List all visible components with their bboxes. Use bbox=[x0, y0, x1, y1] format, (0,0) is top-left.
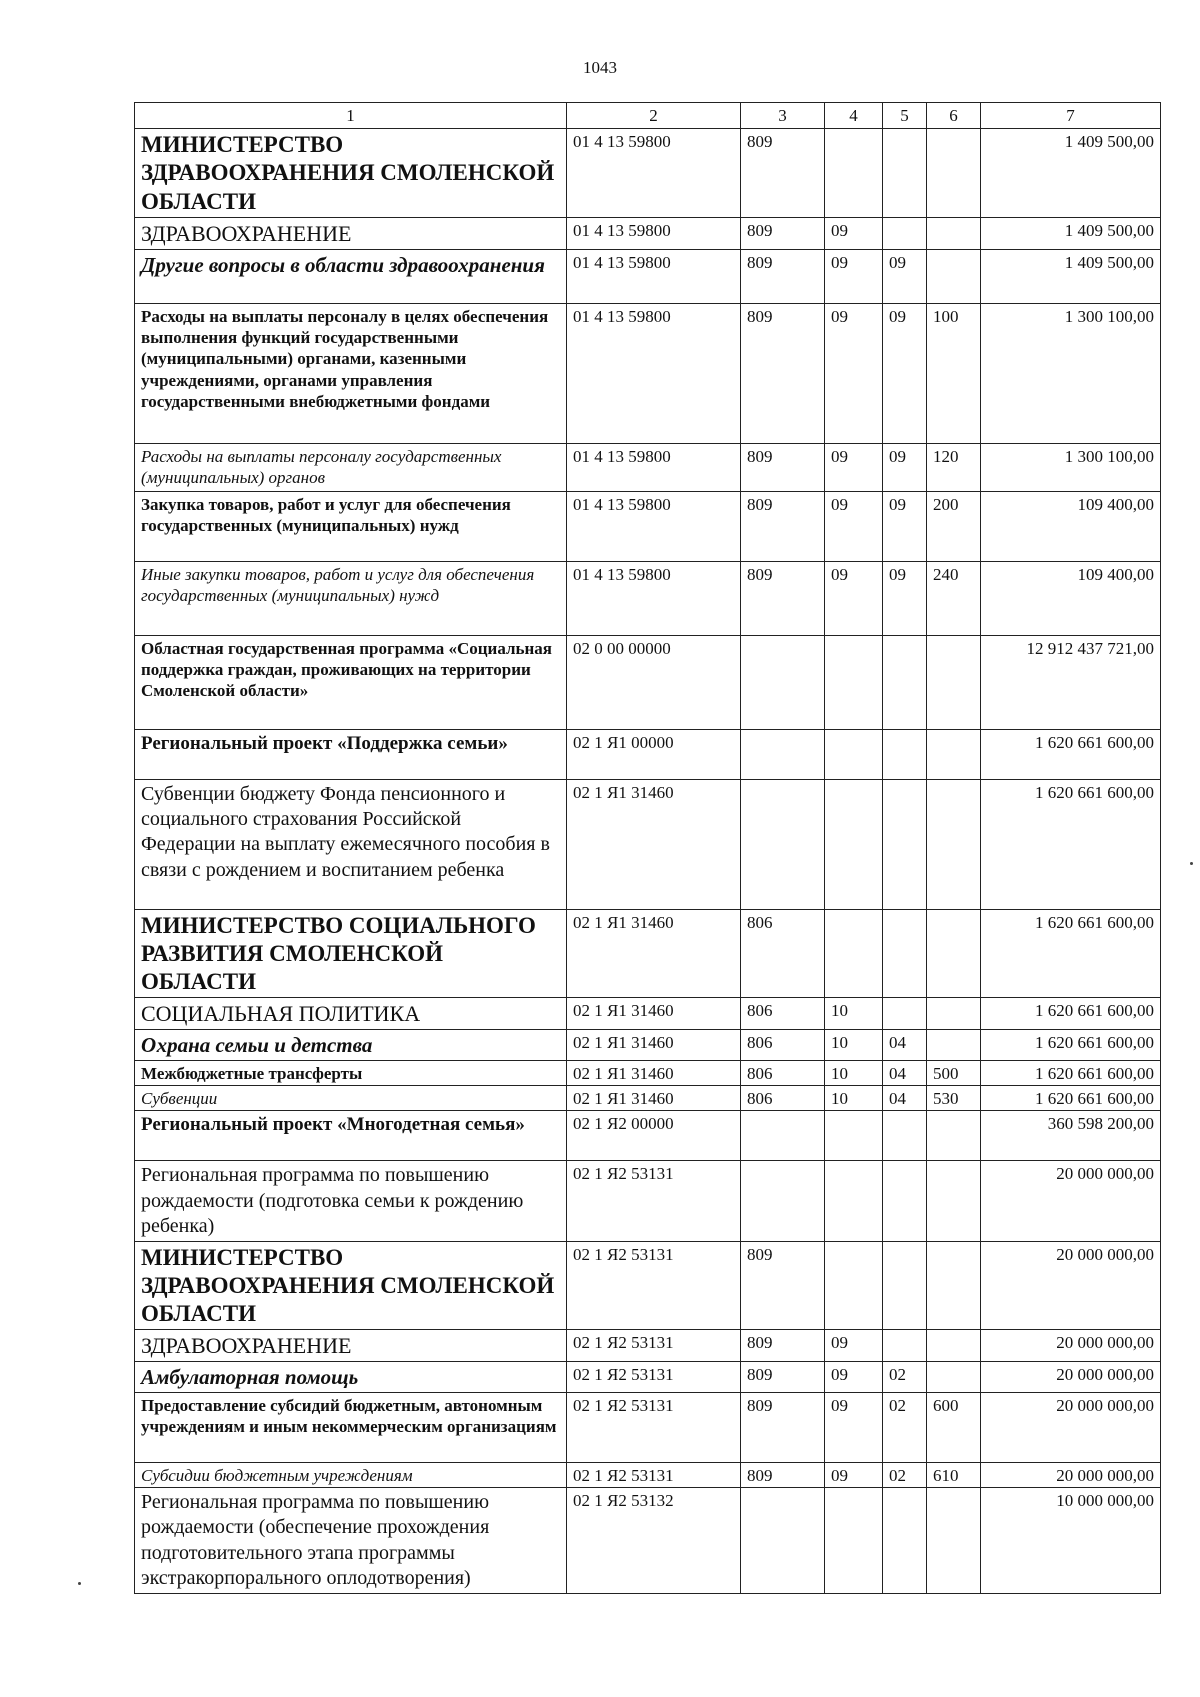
amount: 109 400,00 bbox=[981, 491, 1161, 561]
row-name: Амбулаторная помощь bbox=[135, 1362, 567, 1392]
expense-type-code: 240 bbox=[927, 561, 981, 635]
table-row bbox=[135, 1330, 1161, 1362]
target-code: 02 1 Я1 31460 bbox=[567, 779, 741, 909]
expense-type-code: 500 bbox=[927, 1060, 981, 1085]
target-code: 02 1 Я1 31460 bbox=[567, 998, 741, 1030]
row-name: Другие вопросы в области здравоохранения bbox=[135, 249, 567, 303]
row-name: Субвенции bbox=[135, 1085, 567, 1110]
table-row bbox=[135, 1161, 1161, 1241]
target-code: 02 1 Я2 53131 bbox=[567, 1462, 741, 1487]
target-code: 01 4 13 59800 bbox=[567, 491, 741, 561]
ministry-code bbox=[741, 1111, 825, 1161]
section-code bbox=[825, 129, 883, 218]
target-code: 01 4 13 59800 bbox=[567, 129, 741, 218]
amount: 1 409 500,00 bbox=[981, 249, 1161, 303]
header-col-5: 5 bbox=[883, 103, 927, 129]
expense-type-code bbox=[927, 1487, 981, 1593]
ministry-code bbox=[741, 729, 825, 779]
ministry-code: 809 bbox=[741, 1462, 825, 1487]
amount: 20 000 000,00 bbox=[981, 1362, 1161, 1392]
row-name: Субвенции бюджету Фонда пенсионного и социального страхования Российской Федерации на выплату ежемесячного пособия в связи с рождением и воспитанием ребенка bbox=[135, 779, 567, 909]
expense-type-code bbox=[927, 635, 981, 729]
ministry-code bbox=[741, 1161, 825, 1241]
amount: 1 620 661 600,00 bbox=[981, 1030, 1161, 1060]
subsection-code bbox=[883, 217, 927, 249]
table-row bbox=[135, 561, 1161, 635]
row-name: Закупка товаров, работ и услуг для обеспечения государственных (муниципальных) нужд bbox=[135, 491, 567, 561]
expense-type-code: 530 bbox=[927, 1085, 981, 1110]
subsection-code: 02 bbox=[883, 1392, 927, 1462]
row-name: Областная государственная программа «Социальная поддержка граждан, проживающих на территории Смоленской области» bbox=[135, 635, 567, 729]
table-row bbox=[135, 303, 1161, 443]
row-name: МИНИСТЕРСТВО СОЦИАЛЬНОГО РАЗВИТИЯ СМОЛЕНСКОЙ ОБЛАСТИ bbox=[135, 909, 567, 998]
section-code: 09 bbox=[825, 217, 883, 249]
amount: 10 000 000,00 bbox=[981, 1487, 1161, 1593]
scan-speck bbox=[78, 1582, 81, 1585]
page-number: 1043 bbox=[583, 58, 617, 77]
section-code bbox=[825, 729, 883, 779]
subsection-code: 04 bbox=[883, 1085, 927, 1110]
table-row bbox=[135, 1487, 1161, 1593]
amount: 1 620 661 600,00 bbox=[981, 1060, 1161, 1085]
ministry-code: 806 bbox=[741, 1085, 825, 1110]
table-row bbox=[135, 1030, 1161, 1060]
expense-type-code: 200 bbox=[927, 491, 981, 561]
expense-type-code bbox=[927, 1241, 981, 1330]
section-code bbox=[825, 635, 883, 729]
target-code: 02 1 Я2 00000 bbox=[567, 1111, 741, 1161]
target-code: 02 1 Я2 53131 bbox=[567, 1392, 741, 1462]
amount: 20 000 000,00 bbox=[981, 1462, 1161, 1487]
table-row bbox=[135, 1362, 1161, 1392]
header-row bbox=[135, 103, 1161, 129]
expense-type-code bbox=[927, 998, 981, 1030]
row-name: Региональный проект «Многодетная семья» bbox=[135, 1111, 567, 1161]
ministry-code bbox=[741, 635, 825, 729]
amount: 1 620 661 600,00 bbox=[981, 909, 1161, 998]
subsection-code bbox=[883, 635, 927, 729]
subsection-code bbox=[883, 779, 927, 909]
section-code: 09 bbox=[825, 249, 883, 303]
row-name: Охрана семьи и детства bbox=[135, 1030, 567, 1060]
expense-type-code bbox=[927, 1030, 981, 1060]
amount: 20 000 000,00 bbox=[981, 1161, 1161, 1241]
section-code: 09 bbox=[825, 443, 883, 491]
table-row bbox=[135, 909, 1161, 998]
row-name: Расходы на выплаты персоналу государственных (муниципальных) органов bbox=[135, 443, 567, 491]
row-name: Иные закупки товаров, работ и услуг для обеспечения государственных (муниципальных) нужд bbox=[135, 561, 567, 635]
row-name: Региональный проект «Поддержка семьи» bbox=[135, 729, 567, 779]
ministry-code: 809 bbox=[741, 561, 825, 635]
ministry-code: 806 bbox=[741, 998, 825, 1030]
subsection-code bbox=[883, 729, 927, 779]
expense-type-code bbox=[927, 129, 981, 218]
subsection-code bbox=[883, 1330, 927, 1362]
amount: 109 400,00 bbox=[981, 561, 1161, 635]
ministry-code: 809 bbox=[741, 217, 825, 249]
target-code: 02 1 Я1 31460 bbox=[567, 909, 741, 998]
subsection-code: 09 bbox=[883, 249, 927, 303]
subsection-code bbox=[883, 1487, 927, 1593]
row-name: Региональная программа по повышению рождаемости (обеспечение прохождения подготовительного этапа программы экстракорпорального оплодотворения) bbox=[135, 1487, 567, 1593]
ministry-code: 809 bbox=[741, 303, 825, 443]
expense-type-code bbox=[927, 729, 981, 779]
target-code: 01 4 13 59800 bbox=[567, 561, 741, 635]
ministry-code: 809 bbox=[741, 1392, 825, 1462]
amount: 20 000 000,00 bbox=[981, 1241, 1161, 1330]
expense-type-code bbox=[927, 1362, 981, 1392]
header-col-2: 2 bbox=[567, 103, 741, 129]
ministry-code bbox=[741, 779, 825, 909]
section-code: 09 bbox=[825, 561, 883, 635]
ministry-code: 806 bbox=[741, 1060, 825, 1085]
subsection-code bbox=[883, 1161, 927, 1241]
table-row bbox=[135, 1241, 1161, 1330]
amount: 20 000 000,00 bbox=[981, 1330, 1161, 1362]
subsection-code bbox=[883, 998, 927, 1030]
expense-type-code: 120 bbox=[927, 443, 981, 491]
section-code bbox=[825, 779, 883, 909]
expense-type-code bbox=[927, 909, 981, 998]
expense-type-code: 610 bbox=[927, 1462, 981, 1487]
amount: 1 620 661 600,00 bbox=[981, 729, 1161, 779]
subsection-code: 02 bbox=[883, 1362, 927, 1392]
section-code: 10 bbox=[825, 1060, 883, 1085]
section-code: 09 bbox=[825, 1392, 883, 1462]
expense-type-code bbox=[927, 249, 981, 303]
row-name: СОЦИАЛЬНАЯ ПОЛИТИКА bbox=[135, 998, 567, 1030]
ministry-code bbox=[741, 1487, 825, 1593]
table-row bbox=[135, 779, 1161, 909]
expense-type-code bbox=[927, 217, 981, 249]
row-name: Межбюджетные трансферты bbox=[135, 1060, 567, 1085]
subsection-code: 04 bbox=[883, 1030, 927, 1060]
subsection-code: 09 bbox=[883, 443, 927, 491]
target-code: 01 4 13 59800 bbox=[567, 303, 741, 443]
section-code: 10 bbox=[825, 1030, 883, 1060]
ministry-code: 809 bbox=[741, 1241, 825, 1330]
ministry-code: 806 bbox=[741, 1030, 825, 1060]
section-code bbox=[825, 1487, 883, 1593]
target-code: 01 4 13 59800 bbox=[567, 249, 741, 303]
section-code: 09 bbox=[825, 303, 883, 443]
row-name: ЗДРАВООХРАНЕНИЕ bbox=[135, 1330, 567, 1362]
header-col-7: 7 bbox=[981, 103, 1161, 129]
ministry-code: 809 bbox=[741, 249, 825, 303]
table-row bbox=[135, 491, 1161, 561]
table-row bbox=[135, 217, 1161, 249]
target-code: 02 1 Я1 31460 bbox=[567, 1085, 741, 1110]
table-row bbox=[135, 1392, 1161, 1462]
header-col-6: 6 bbox=[927, 103, 981, 129]
amount: 1 409 500,00 bbox=[981, 129, 1161, 218]
expense-type-code bbox=[927, 779, 981, 909]
scan-speck bbox=[1190, 862, 1193, 865]
ministry-code: 809 bbox=[741, 129, 825, 218]
header-col-3: 3 bbox=[741, 103, 825, 129]
subsection-code bbox=[883, 1111, 927, 1161]
amount: 1 620 661 600,00 bbox=[981, 998, 1161, 1030]
target-code: 02 1 Я1 00000 bbox=[567, 729, 741, 779]
target-code: 02 0 00 00000 bbox=[567, 635, 741, 729]
amount: 1 620 661 600,00 bbox=[981, 1085, 1161, 1110]
subsection-code bbox=[883, 1241, 927, 1330]
section-code bbox=[825, 1161, 883, 1241]
subsection-code: 09 bbox=[883, 491, 927, 561]
amount: 1 620 661 600,00 bbox=[981, 779, 1161, 909]
expense-type-code bbox=[927, 1330, 981, 1362]
amount: 20 000 000,00 bbox=[981, 1392, 1161, 1462]
expense-type-code: 100 bbox=[927, 303, 981, 443]
section-code: 09 bbox=[825, 1462, 883, 1487]
row-name: МИНИСТЕРСТВО ЗДРАВООХРАНЕНИЯ СМОЛЕНСКОЙ ОБЛАСТИ bbox=[135, 129, 567, 218]
row-name: Предоставление субсидий бюджетным, автономным учреждениям и иным некоммерческим организациям bbox=[135, 1392, 567, 1462]
table-row bbox=[135, 635, 1161, 729]
section-code: 10 bbox=[825, 1085, 883, 1110]
row-name: Региональная программа по повышению рождаемости (подготовка семьи к рождению ребенка) bbox=[135, 1161, 567, 1241]
target-code: 02 1 Я2 53131 bbox=[567, 1241, 741, 1330]
amount: 1 300 100,00 bbox=[981, 443, 1161, 491]
section-code bbox=[825, 909, 883, 998]
table-row bbox=[135, 1085, 1161, 1110]
row-name: Субсидии бюджетным учреждениям bbox=[135, 1462, 567, 1487]
header-col-4: 4 bbox=[825, 103, 883, 129]
budget-table bbox=[134, 102, 1161, 1594]
target-code: 02 1 Я2 53131 bbox=[567, 1161, 741, 1241]
table-row bbox=[135, 729, 1161, 779]
amount: 1 300 100,00 bbox=[981, 303, 1161, 443]
ministry-code: 809 bbox=[741, 1362, 825, 1392]
row-name: ЗДРАВООХРАНЕНИЕ bbox=[135, 217, 567, 249]
target-code: 01 4 13 59800 bbox=[567, 217, 741, 249]
target-code: 02 1 Я2 53131 bbox=[567, 1362, 741, 1392]
subsection-code: 09 bbox=[883, 561, 927, 635]
expense-type-code bbox=[927, 1161, 981, 1241]
target-code: 01 4 13 59800 bbox=[567, 443, 741, 491]
target-code: 02 1 Я2 53132 bbox=[567, 1487, 741, 1593]
row-name: МИНИСТЕРСТВО ЗДРАВООХРАНЕНИЯ СМОЛЕНСКОЙ ОБЛАСТИ bbox=[135, 1241, 567, 1330]
target-code: 02 1 Я2 53131 bbox=[567, 1330, 741, 1362]
table-row bbox=[135, 998, 1161, 1030]
amount: 12 912 437 721,00 bbox=[981, 635, 1161, 729]
section-code: 10 bbox=[825, 998, 883, 1030]
table-row bbox=[135, 443, 1161, 491]
section-code: 09 bbox=[825, 1330, 883, 1362]
target-code: 02 1 Я1 31460 bbox=[567, 1060, 741, 1085]
expense-type-code bbox=[927, 1111, 981, 1161]
amount: 1 409 500,00 bbox=[981, 217, 1161, 249]
subsection-code: 04 bbox=[883, 1060, 927, 1085]
table-row bbox=[135, 249, 1161, 303]
subsection-code bbox=[883, 909, 927, 998]
section-code: 09 bbox=[825, 491, 883, 561]
header-col-1: 1 bbox=[135, 103, 567, 129]
ministry-code: 809 bbox=[741, 491, 825, 561]
ministry-code: 806 bbox=[741, 909, 825, 998]
subsection-code: 09 bbox=[883, 303, 927, 443]
subsection-code: 02 bbox=[883, 1462, 927, 1487]
table-row bbox=[135, 129, 1161, 218]
table-row bbox=[135, 1111, 1161, 1161]
section-code: 09 bbox=[825, 1362, 883, 1392]
section-code bbox=[825, 1111, 883, 1161]
row-name: Расходы на выплаты персоналу в целях обеспечения выполнения функций государственными (муниципальными) органами, казенными учреждениями, органами управления государственными внебюджетными фондами bbox=[135, 303, 567, 443]
subsection-code bbox=[883, 129, 927, 218]
ministry-code: 809 bbox=[741, 443, 825, 491]
target-code: 02 1 Я1 31460 bbox=[567, 1030, 741, 1060]
section-code bbox=[825, 1241, 883, 1330]
expense-type-code: 600 bbox=[927, 1392, 981, 1462]
ministry-code: 809 bbox=[741, 1330, 825, 1362]
table-row bbox=[135, 1462, 1161, 1487]
amount: 360 598 200,00 bbox=[981, 1111, 1161, 1161]
table-row bbox=[135, 1060, 1161, 1085]
